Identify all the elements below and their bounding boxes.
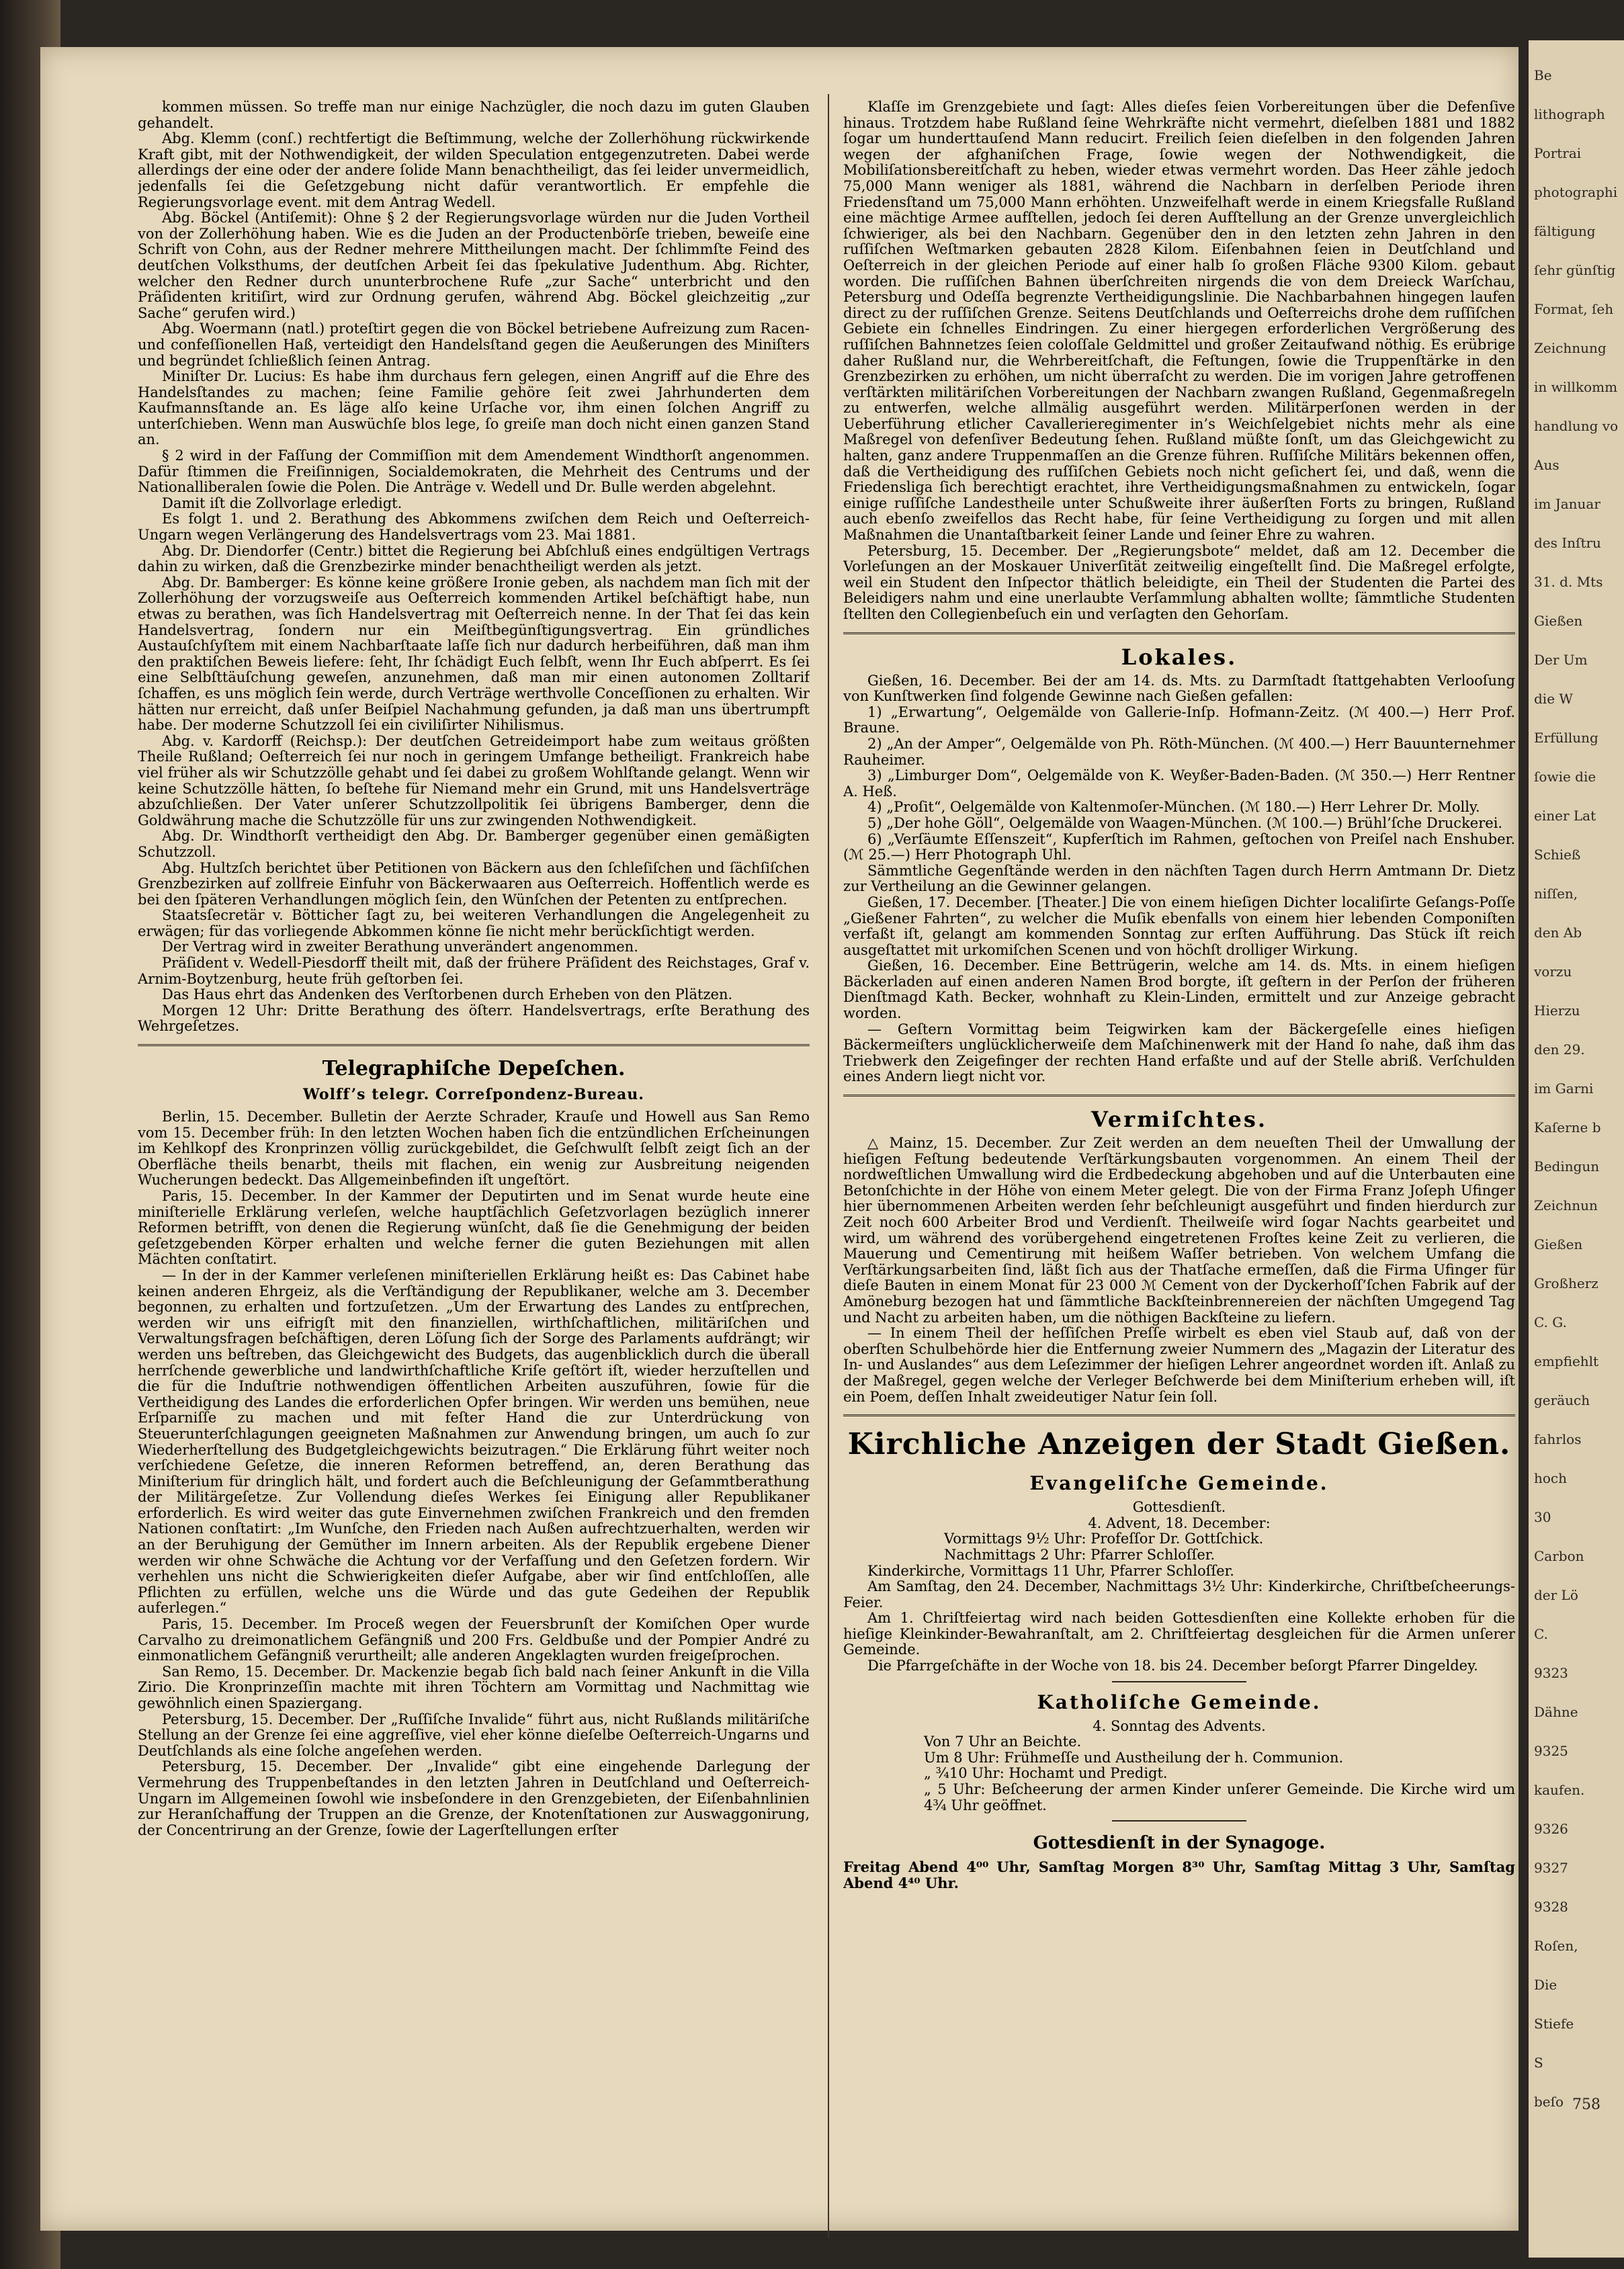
evangelical-paragraph: Kinderkirche, Vormittags 11 Uhr, Pfarrer Schloſſer. xyxy=(867,1562,1234,1579)
adjacent-page-line: den Ab xyxy=(1534,925,1582,941)
report-paragraph: Das Haus ehrt das Andenken des Verſtorbenen durch Erheben von den Plätzen. xyxy=(162,986,733,1003)
section-divider xyxy=(843,632,1515,634)
adjacent-page-line: Zeichnung xyxy=(1534,340,1607,356)
adjacent-page-line: Zeichnun xyxy=(1534,1197,1598,1213)
section-divider xyxy=(1112,1681,1246,1682)
lokales-paragraph: 4) „Proſit“, Oelgemälde von Kaltenmoſer-München. (ℳ 180.—) Herr Lehrer Dr. Molly. xyxy=(867,799,1480,816)
telegraph-heading: Telegraphiſche Depeſchen. xyxy=(322,1057,626,1081)
adjacent-page-line: Der Um xyxy=(1534,652,1588,668)
adjacent-page-line: Großherz xyxy=(1534,1275,1598,1291)
adjacent-page-line: Be xyxy=(1534,67,1552,83)
evangelical-heading: Evangeliſche Gemeinde. xyxy=(1029,1472,1329,1495)
report-paragraph: Abg. Dr. Diendorfer (Centr.) bittet die Regierung bei Abſchluß eines endgültigen Vertrags dahin zu wirken, daß die Grenzbezirke minder benachtheiligt werden als jetzt. xyxy=(138,542,810,575)
adjacent-page-line: Format, ſeh xyxy=(1534,301,1614,317)
lokales-paragraph: Gießen, 17. December. [Theater.] Die von einem hieſigen Dichter localiſirte Geſangs-Poſſe „Gießener Fahrten“, zu welcher die Muſik ebenfalls von einem hier lebenden Componiſten verfaßt iſt, gelangt am kommenden Sonntag zur erſten Aufführung. Das Stück iſt reich ausgeſtattet mit urkomiſchen Scenen und von höchſt drolliger Wirkung. xyxy=(843,894,1515,958)
adjacent-page-line: fältigung xyxy=(1534,223,1596,239)
adjacent-page-line: Erfüllung xyxy=(1534,730,1598,746)
evangelical-paragraph: Die Pfarrgeſchäfte in der Woche von 18. bis 24. December beſorgt Pfarrer Dingeldey. xyxy=(867,1658,1478,1674)
report-paragraph: Abg. Woermann (natl.) proteſtirt gegen die von Böckel betriebene Aufreizung zum Racen- und confeſſionellen Haß, verteidigt den Handelsſtand gegen die Aeußerungen des Miniſters und begründet ſchließlich ſeinen Antrag. xyxy=(138,320,810,369)
telegraph-paragraph: Berlin, 15. December. Bulletin der Aerzte Schrader, Krauſe und Howell aus San Remo vom 15. December früh: In den letzten Wochen haben ſich die entzündlichen Erſcheinungen im Kehlkopf des Kronprinzen völlig zurückgebildet, die Geſchwulſt ſelbſt zeigt ſich an der Oberfläche theils benarbt, theils mit flachen, ein wenig zur Ausbreitung neigenden Wucherungen bedeckt. Das Allgemeinbefinden iſt ungeſtört. xyxy=(138,1109,810,1189)
report-paragraph: Morgen 12 Uhr: Dritte Berathung des öſterr. Handelsvertrags, erſte Berathung des Wehrgeſetzes. xyxy=(138,1002,810,1035)
lokales-paragraph: 3) „Limburger Dom“, Oelgemälde von K. Weyßer-Baden-Baden. (ℳ 350.—) Herr Rentner A. Heß. xyxy=(843,767,1515,800)
adjacent-page-line: ſehr günſtig xyxy=(1534,262,1616,278)
adjacent-page-line: empfiehlt xyxy=(1534,1353,1599,1369)
lokales-paragraph: Gießen, 16. December. Eine Bettrügerin, welche am 14. ds. Mts. in einem hieſigen Bäckerladen auf einen anderen Namen Brod borgte, iſt geſtern in der Perſon der früheren Dienſtmagd Kath. Becker, wohnhaft zu Klein-Linden, ermittelt und zur Anzeige gebracht worden. xyxy=(843,957,1515,1022)
adjacent-page-line: Kaſerne b xyxy=(1534,1119,1601,1136)
lokales-paragraph: 1) „Erwartung“, Oelgemälde von Gallerie-Inſp. Hofmann-Zeitz. (ℳ 400.—) Herr Prof. Braune. xyxy=(843,703,1515,736)
evangelical-paragraph: Am Samſtag, den 24. December, Nachmittags 3½ Uhr: Kinderkirche, Chriſtbeſcheerungs-Feier. xyxy=(843,1578,1515,1611)
report-paragraph: § 2 wird in der Faſſung der Commiſſion mit dem Amendement Windthorſt angenommen. Dafür ſtimmen die Freiſinnigen, Socialdemokraten, die Mehrheit des Centrums und der Nationalliberalen ſowie die Polen. Die Anträge v. Wedell und Dr. Bulle werden abgelehnt. xyxy=(138,447,810,496)
parliament-report xyxy=(138,99,810,1035)
catholic-paragraph: 4. Sonntag des Advents. xyxy=(1093,1717,1266,1734)
adjacent-page-line: ſowie die xyxy=(1534,769,1596,785)
section-divider xyxy=(1112,1820,1246,1822)
telegraph-dispatches xyxy=(138,1109,810,1838)
report-paragraph: kommen müssen. So treffe man nur einige Nachzügler, die noch dazu im guten Glauben gehandelt. xyxy=(138,99,810,131)
column-divider xyxy=(828,94,829,2237)
news-paragraph: Klaſſe im Grenzgebiete und ſagt: Alles dieſes ſeien Vorbereitungen über die Defenſive hinaus. Trotzdem habe Rußland ſeine Wehrkräfte nicht vermehrt, dieſelben 1881 und 1882 ſogar um hunderttauſend Mann reducirt. Freilich ſeien dieſelben in den folgenden Jahren wegen der afghaniſchen Frage, ſowie wegen der Nothwendigkeit, die Mobiliſationsbereitſchaft zu heben, wieder etwas vermehrt worden. Das Heer zähle jedoch 75,000 Mann weniger als 1881, während die Nachbarn in derſelben Periode ihren Friedensſtand um 75,000 Mann erhöhten. Unzweifelhaft werde in einem Kriegsfalle Rußland eine mächtige Armee aufſtellen, jedoch ſei deren Aufſtellung an der Grenze unvergleichlich ſchwieriger, als bei den Nachbarn. Gegenüber den in den letzten zehn Jahren in den ruſſiſchen Weſtmarken gebauten 2828 Kilom. Eiſenbahnen ſeien in Deutſchland und Oeſterreich in der gleichen Periode auf einer halb ſo großen Fläche 9300 Kilom. gebaut worden. Die ruſſiſchen Bahnen überſchreiten nirgends die von dem Dreieck Warſchau, Petersburg und Odeſſa begrenzte Vertheidigungslinie. Die Nachbarbahnen hingegen laufen direct zu der ruſſiſchen Grenze. Seitens Deutſchlands und Oeſterreichs drohe dem ruſſiſchen Gebiete ein ſchnelles Eindringen. Zu einer hiergegen erforderlichen Vergrößerung des ruſſiſchen Bahnnetzes ſeien coloſſale Geldmittel und großer Zeitaufwand nöthig. Es erübrige daher Rußland nur, die Wehrbereitſchaft, die Feſtungen, ſowie die Truppenſtärke in den Grenzbezirken zu erhöhen, um nicht überraſcht zu werden. Die im vorigen Jahre getroffenen verſtärkten militäriſchen Vorbereitungen der Nachbarn zwangen Rußland, Gegenmaßregeln zu entwerfen, welche allmälig ausgeführt werden. Militärperſonen werden in der Ueberführung etlicher Cavallerieregimenter in’s Weichſelgebiet nichts mehr als eine Maßregel von defenſiver Bedeutung ſehen. Rußland müßte ſonſt, um das Gleichgewicht zu halten, ganz andere Truppenmaſſen an die Grenze führen. Ruſſiſche Militärs bekennen offen, daß die Vertheidigung des ruſſiſchen Gebiets noch nicht geſichert ſei, und daß, wenn die Friedensliga ſich berechtigt erachtet, ihre Vertheidigungsmaßnahmen zu entwickeln, ſogar einige ruſſiſche Landestheile unter Schußweite ihrer äußerſten Forts zu bringen, Rußland auch ebenſo zweifellos das Recht habe, für ſeine Vertheidigung zu ſorgen und mit allen Maßnahmen die Unantaſtbarkeit ſeiner Lande und ſeiner Ehre zu wahren. xyxy=(843,99,1515,544)
lokales-paragraph: — Geſtern Vormittag beim Teigwirken kam der Bäckergeſelle eines hieſigen Bäckermeiſters unglücklicherweiſe dem Maſchinenwerk mit der Hand ſo nahe, daß ihm das Triebwerk den Zeigefinger der rechten Hand erfaßte und auf der Stelle abriß. Verſchulden eines Andern liegt nicht vor. xyxy=(843,1021,1515,1085)
telegraph-paragraph: San Remo, 15. December. Dr. Mackenzie begab ſich bald nach ſeiner Ankunft in die Villa Zirio. Die Kronprinzeſſin machte mit ihren Töchtern am Vormittag und Nachmittag wie gewöhnlich einen Spaziergang. xyxy=(138,1663,810,1711)
adjacent-page-line: vorzu xyxy=(1534,964,1572,980)
report-paragraph: Staatsſecretär v. Bötticher ſagt zu, bei weiteren Verhandlungen die Angelegenheit zu erwägen; für das vorliegende Abkommen könne ſie nicht mehr berückſichtigt werden. xyxy=(138,907,810,939)
adjacent-page-line: handlung vo xyxy=(1534,418,1619,434)
section-divider xyxy=(138,1044,810,1046)
adjacent-page-line: Aus xyxy=(1534,457,1559,473)
report-paragraph: Abg. v. Kardorff (Reichsp.): Der deutſchen Getreideimport habe zum weitaus größten Theile Rußland; Oeſterreich ſei nur noch in geringem Umfange betheiligt. Frankreich habe viel früher als wir Schutzzölle gehabt und ſei dabei zu großem Wohlſtande gelangt. Wenn wir keine Schutzzölle hätten, ſo beſtehe für Niemand mehr ein Grund, mit uns Handelsverträge abzuſchließen. Der Vater unſerer Schutzzollpolitik ſei übrigens Bamberger, denn die Goldwährung mache die Schutzzölle für uns zur zwingenden Nothwendigkeit. xyxy=(138,732,810,828)
adjacent-page-line: Gießen xyxy=(1534,613,1583,629)
telegraph-paragraph: Petersburg, 15. December. Der „Invalide“ gibt eine eingehende Darlegung der Vermehrung des Truppenbeſtandes in den letzten Jahren in Deutſchland und Oeſterreich-Ungarn im Allgemeinen ſowohl wie insbeſondere in den Grenzgebieten, der Eiſenbahnlinien zur Heranſchaffung der Truppen an die Grenze, der Knotenſtationen zur Auswaggonirung, der Concentrirung an der Grenze, ſowie der Lagerſtellungen erſter xyxy=(138,1758,810,1838)
catholic-paragraph: „ 5 Uhr: Beſcheerung der armen Kinder unſerer Gemeinde. Die Kirche wird um 4¾ Uhr geöffnet. xyxy=(924,1781,1515,1813)
adjacent-page-line: im Januar xyxy=(1534,496,1600,512)
report-paragraph: Der Vertrag wird in zweiter Berathung unverändert angenommen. xyxy=(162,939,638,955)
adjacent-page-line: einer Lat xyxy=(1534,808,1596,824)
report-paragraph: Abg. Dr. Windthorſt vertheidigt den Abg. Dr. Bamberger gegenüber einen gemäßigten Schutzzoll. xyxy=(138,828,810,860)
catholic-heading: Katholiſche Gemeinde. xyxy=(1037,1690,1322,1713)
adjacent-page-line: Die xyxy=(1534,1977,1557,1993)
evangelical-paragraph: Am 1. Chriſtfeiertag wird nach beiden Gottesdienſten eine Kollekte erhoben für die hieſige Kleinkinder-Bewahranſtalt, am 2. Chriſtfeiertag desgleichen für die Armen unſerer Gemeinde. xyxy=(843,1610,1515,1658)
adjacent-page-line: der Lö xyxy=(1534,1587,1578,1603)
adjacent-page-line: die W xyxy=(1534,691,1573,707)
telegraph-paragraph: Petersburg, 15. December. Der „Ruſſiſche Invalide“ führt aus, nicht Rußlands militäriſche Stellung an der Grenze ſei eine aggreſſive, viel eher könne dieſelbe Oeſterreich-Ungarns und Deutſchlands als eine ſolche angeſehen werden. xyxy=(138,1711,810,1759)
adjacent-page-line: 30 xyxy=(1534,1509,1551,1525)
lokales-paragraph: 2) „An der Amper“, Oelgemälde von Ph. Röth-München. (ℳ 400.—) Herr Bauunternehmer Rauheimer. xyxy=(843,735,1515,768)
evangelical-notices xyxy=(843,1500,1515,1674)
section-divider xyxy=(843,1095,1515,1097)
adjacent-page-line: photographi xyxy=(1534,184,1618,200)
report-paragraph: Abg. Klemm (conſ.) rechtfertigt die Beſtimmung, welche der Zollerhöhung rückwirkende Kraft gibt, mit der Nothwendigkeit, der wilden Speculation entgegenzutreten. Dabei werde allerdings der eine oder der andere ſolide Mann benachtheiligt, das ſei leider unvermeidlich, jedenfalls ſei die Geſetzgebung nicht dafür verantwortlich. Er empfehle die Regierungsvorlage event. mit dem Antrag Wedell. xyxy=(138,130,810,210)
adjacent-page-line: Schieß xyxy=(1534,847,1581,863)
catholic-paragraph: Von 7 Uhr an Beichte. xyxy=(924,1733,1082,1750)
adjacent-page-line: niſſen, xyxy=(1534,886,1578,902)
page-number: 758 xyxy=(1572,2096,1600,2113)
adjacent-page-line: beſo xyxy=(1534,2094,1564,2110)
adjacent-page-line: des Inſtru xyxy=(1534,535,1601,551)
report-paragraph: Präſident v. Wedell-Piesdorff theilt mit, daß der frühere Präſident des Reichstages, Graf v. Arnim-Boytzenburg, heute früh geſtorben ſei. xyxy=(138,955,810,987)
adjacent-page-line: Carbon xyxy=(1534,1548,1584,1564)
adjacent-page-line: 9326 xyxy=(1534,1821,1568,1837)
adjacent-page-line: Dähne xyxy=(1534,1704,1578,1720)
adjacent-page-line: hoch xyxy=(1534,1470,1568,1486)
adjacent-page-line: 9323 xyxy=(1534,1665,1568,1681)
adjacent-page-line: C. G. xyxy=(1534,1314,1567,1330)
report-paragraph: Miniſter Dr. Lucius: Es habe ihm durchaus fern gelegen, einen Angriff auf die Ehre des Handelsſtandes zu machen; ſeine Familie gehöre ſeit zwei Jahrhunderten dem Kaufmannsſtande an. Es läge alſo keine Urſache vor, ihm einen ſolchen Angriff zu unterſchieben. Wenn man Auswüchſe blos lege, ſo greiſe man doch nicht einen ganzen Stand an. xyxy=(138,368,810,448)
vermischtes-section xyxy=(843,1136,1515,1405)
report-paragraph: Damit iſt die Zollvorlage erledigt. xyxy=(162,495,402,511)
church-heading: Kirchliche Anzeigen der Stadt Gießen. xyxy=(847,1427,1511,1462)
synagogue-times: Freitag Abend 4⁰⁰ Uhr, Samſtag Morgen 8³⁰ Uhr, Samſtag Mittag 3 Uhr, Samſtag Abend 4⁴⁰ Uhr. xyxy=(843,1858,1515,1891)
report-paragraph: Abg. Böckel (Antiſemit): Ohne § 2 der Regierungsvorlage würden nur die Juden Vortheil von der Zollerhöhung haben. Wie es die Juden an der Productenbörſe trieben, beweiſe eine Schrift von Cohn, aus der Redner mehrere Mittheilungen macht. Der ſchlimmſte Feind des deutſchen Volksthums, der deutſchen Arbeit ſei das ſpekulative Judenthum. Abg. Richter, welcher den Redner durch ununterbrochene Rufe „zur Sache“ unterbricht und den Präſidenten kritiſirt, wird zur Ordnung gerufen, während Abg. Böckel gleichzeitig „zur Sache“ gerufen wird.) xyxy=(138,210,810,321)
adjacent-page-line: fahrlos xyxy=(1534,1431,1582,1447)
evangelical-paragraph: Vormittags 9½ Uhr: Profeſſor Dr. Gottſchick. xyxy=(944,1531,1264,1547)
adjacent-page-line: im Garni xyxy=(1534,1080,1594,1097)
adjacent-page-line: Gießen xyxy=(1534,1236,1583,1252)
adjacent-page-line: S xyxy=(1534,2055,1543,2071)
lokales-paragraph: Sämmtliche Gegenſtände werden in den nächſten Tagen durch Herrn Amtmann Dr. Dietz zur Vertheilung an die Gewinner gelangen. xyxy=(843,862,1515,895)
telegraph-paragraph: Paris, 15. December. In der Kammer der Deputirten und im Senat wurde heute eine miniſterielle Erklärung verleſen, welche hauptſächlich Geſetzvorlagen bezüglich innerer Reformen betrifft, von denen die Regierung wünſcht, daß ſie die Genehmigung der beiden geſetzgebenden Körper erhalten und welche ferner die guten Beziehungen mit allen Mächten conſtatirt. xyxy=(138,1188,810,1268)
catholic-paragraph: Um 8 Uhr: Frühmeſſe und Austheilung der h. Communion. xyxy=(924,1749,1344,1766)
report-paragraph: Es folgt 1. und 2. Berathung des Abkommens zwiſchen dem Reich und Oeſterreich-Ungarn wegen Verlängerung des Handelsvertrags vom 23. Mai 1881. xyxy=(138,511,810,544)
telegraph-paragraph: Paris, 15. December. Im Proceß wegen der Feuersbrunſt der Komiſchen Oper wurde Carvalho zu dreimonatlichem Gefängniß und 200 Frs. Geldbuße und der Pompier André zu einmonatlichem Gefängniß verurtheilt; alle anderen Angeklagten wurden freigeſprochen. xyxy=(138,1616,810,1664)
catholic-notices xyxy=(843,1719,1515,1814)
lokales-section xyxy=(843,673,1515,1085)
adjacent-page-line: 9325 xyxy=(1534,1743,1568,1759)
evangelical-paragraph: Nachmittags 2 Uhr: Pfarrer Schloſſer. xyxy=(944,1546,1215,1563)
adjacent-page-line: 31. d. Mts xyxy=(1534,574,1603,590)
right-column xyxy=(843,99,1515,2216)
section-divider xyxy=(843,1414,1515,1416)
lokales-paragraph: 6) „Verſäumte Eſſenszeit“, Kupferſtich im Rahmen, geſtochen von Preiſel nach Enshuber. (ℳ 25.—) Herr Photograph Uhl. xyxy=(843,830,1515,863)
lokales-paragraph: 5) „Der hohe Göll“, Oelgemälde von Waagen-München. (ℳ 100.—) Brühl’ſche Druckerei. xyxy=(867,814,1503,831)
synagogue-heading: Gottesdienſt in der Synagoge. xyxy=(1033,1833,1326,1854)
telegraph-subheading: Wolff’s telegr. Correſpondenz-Bureau. xyxy=(303,1086,644,1104)
telegraph-paragraph: — In der in der Kammer verleſenen miniſteriellen Erklärung heißt es: Das Cabinet habe keinen anderen Ehrgeiz, als die Verſtändigung der Republikaner, welche am 3. December begonnen, zu erhalten und fortzuſetzen. „Um der Erwartung des Landes zu entſprechen, werden wir uns eifrigſt mit den finanziellen, wirthſchaftlichen, militäriſchen und Verwaltungsfragen beſchäftigen, deren Löſung ſich der Sorge des Parlaments aufdrängt; wir werden uns beſtreben, das Gleichgewicht des Budgets, das augenblicklich durch die überall herrſchende gewerbliche und landwirthſchaftliche Kriſe geſtört iſt, wieder herzuſtellen und die für die Induſtrie nothwendigen öffentlichen Arbeiten auszuführen, ſowie für die Vertheidigung des Landes die erforderlichen Opfer bringen. Wir werden uns bemühen, neue Erſparniſſe zu machen und mit feſter Hand die zur Unterdrückung von Steuerunterſchlagungen geeigneten Maßnahmen zur Anwendung bringen, um auch ſo zur Wiederherſtellung des Budgetgleichgewichts beizutragen.“ Die Erklärung führt weiter noch verſchiedene Geſetze, die inneren Reformen betreffend, an, deren Berathung das Miniſterium für dringlich hält, und fordert auch die Beſchleunigung der Geſammtberathung der Militärgeſetze. Zur Vollendung dieſes Werkes ſei Einigung aller Republikaner erforderlich. Es wird weiter das gute Einvernehmen zwiſchen Frankreich und den fremden Nationen conſtatirt: „Im Wunſche, den Frieden nach Außen aufrechtzuerhalten, werden wir an der Beruhigung der Gemüther im Innern arbeiten. Als der Republik ergebene Diener werden wir ohne Schwäche die Achtung vor der Verfaſſung und den Geſetzen fordern. Wir verhehlen uns nicht die Schwierigkeiten dieſer Aufgabe, aber wir ſind entſchloſſen, alle Pflichten zu erfüllen, welche uns die Würde und das gute Gedeihen der Republik auferlegen.“ xyxy=(138,1267,810,1617)
evangelical-paragraph: Gottesdienſt. xyxy=(1132,1499,1226,1516)
adjacent-page-line: Bedingun xyxy=(1534,1158,1600,1174)
adjacent-page-line: C. xyxy=(1534,1626,1548,1642)
adjacent-page-line: 9328 xyxy=(1534,1899,1568,1915)
news-paragraph: Petersburg, 15. December. Der „Regierungsbote“ meldet, daß am 12. December die Vorleſungen an der Moskauer Univerſität zeitweilig eingeſtellt ſind. Die Maßregel erfolgte, weil ein Student den Inſpector thätlich beleidigte, ein Theil der Studenten die Partei des Beleidigers nahm und eine unerlaubte Verſammlung abhalten wollte; ſämmtliche Studenten ſtellten den Collegienbeſuch ein und verſagten den Gehorſam. xyxy=(843,542,1515,622)
lokales-heading: Lokales. xyxy=(1121,644,1238,670)
adjacent-page-line: Portrai xyxy=(1534,145,1582,161)
vermischtes-heading: Vermiſchtes. xyxy=(1091,1107,1267,1133)
adjacent-page-line: Hierzu xyxy=(1534,1002,1580,1019)
vermischtes-paragraph: △ Mainz, 15. December. Zur Zeit werden an dem neueſten Theil der Umwallung der hieſigen Feſtung bedeutende Verſtärkungsbauten vorgenommen. An einem Theil der nordweſtlichen Umwallung wird die Erdbedeckung abgehoben und auf die Unterbauten eine Betonſchichte in der Höhe von einem Meter gelegt. Die von der Firma Franz Joſeph Ufinger hier übernommenen Arbeiten werden ſehr beſchleunigt ausgeführt und finden hierdurch zur Zeit noch 600 Arbeiter Brod und Verdienſt. Theilweiſe wird ſogar Nachts gearbeitet und wird, um während des vorübergehend eingetretenen Froſtes keine Zeit zu verlieren, die Mauerung und Cementirung mit heißem Waſſer betrieben. Von welchem Umfang die Verſtärkungsarbeiten ſind, läßt ſich aus der Thatſache ermeſſen, daß die Firma Ufinger für dieſe Bauten in einem Monat für 23 000 ℳ Cement von der Dyckerhoſſ’ſchen Fabrik auf der Amöneburg bezogen hat und ſämmtliche Backſteinbrennereien der nächſten Umgegend Tag und Nacht zu arbeiten haben, um die nöthigen Backſteine zu liefern. xyxy=(843,1135,1515,1326)
report-paragraph: Abg. Dr. Bamberger: Es könne keine größere Ironie geben, als nachdem man ſich mit der Zollerhöhung der vorzugsweiſe aus Oeſterreich kommenden Artikel beſchäftigt habe, nun etwas zu berathen, was ſich Handelsvertrag mit Oeſterreich nenne. In der That ſei das kein Handelsvertrag, ſondern nur ein Meiſtbegünſtigungsvertrag. Ein gründliches Austauſchſyſtem mit einem Nachbarſtaate laſſe ſich nur dadurch herbeiführen, daß man ihm den praktiſchen Beweis liefere: ſeht, Ihr ſchädigt Euch ſelbſt, wenn Ihr Euch abſperrt. Es ſei eine Selbſttäuſchung geweſen, anzunehmen, daß man mir einen autonomen Zolltarif ſchaffen, es uns möglich ſein werde, durch Verträge werthvolle Conceſſionen zu erhalten. Wir hätten nur erreicht, daß unſer Beiſpiel Nachahmung gefunden, ja daß man uns übertrumpft habe. Der moderne Schutzzoll ſei ein civiliſirter Nihilismus. xyxy=(138,574,810,734)
adjacent-page-line: lithograph xyxy=(1534,106,1605,122)
adjacent-page-line: geräuch xyxy=(1534,1392,1590,1408)
lokales-paragraph: Gießen, 16. December. Bei der am 14. ds. Mts. zu Darmſtadt ſtattgehabten Verlooſung von Kunſtwerken ſind folgende Gewinne nach Gießen gefallen: xyxy=(843,672,1515,705)
evangelical-paragraph: 4. Advent, 18. December: xyxy=(1088,1514,1271,1531)
adjacent-page-line: in willkomm xyxy=(1534,379,1618,395)
petersburg-report xyxy=(843,99,1515,623)
adjacent-page-fragment xyxy=(1529,40,1624,2258)
catholic-paragraph: „ ¾10 Uhr: Hochamt und Predigt. xyxy=(924,1765,1168,1782)
adjacent-page-line: Stiefe xyxy=(1534,2016,1574,2032)
left-column xyxy=(138,99,810,2216)
adjacent-page-line: den 29. xyxy=(1534,1041,1585,1058)
adjacent-page-line: 9327 xyxy=(1534,1860,1568,1876)
report-paragraph: Abg. Hultzſch berichtet über Petitionen von Bäckern aus den ſchleſiſchen und ſächſiſchen Grenzbezirken auf zollfreie Einfuhr von Bäckerwaaren aus Oeſterreich. Hoffentlich werde es bei den ſpäteren Verhandlungen möglich ſein, den Wünſchen der Petenten zu entſprechen. xyxy=(138,859,810,908)
vermischtes-paragraph: — In einem Theil der heſſiſchen Preſſe wirbelt es eben viel Staub auf, daß von der oberſten Schulbehörde hier die Entfernung zweier Nummern des „Magazin der Literatur des In- und Auslandes“ aus dem Leſezimmer der hieſigen Lehrer angeordnet worden iſt. Anlaß zu der Maßregel, gegen welche der Verleger Beſchwerde bei dem Miniſterium erheben will, iſt ein Poem, deſſen Inhalt zweideutiger Natur ſein ſoll. xyxy=(843,1325,1515,1405)
adjacent-page-line: kaufen. xyxy=(1534,1782,1585,1798)
adjacent-page-line: Roſen, xyxy=(1534,1938,1578,1954)
